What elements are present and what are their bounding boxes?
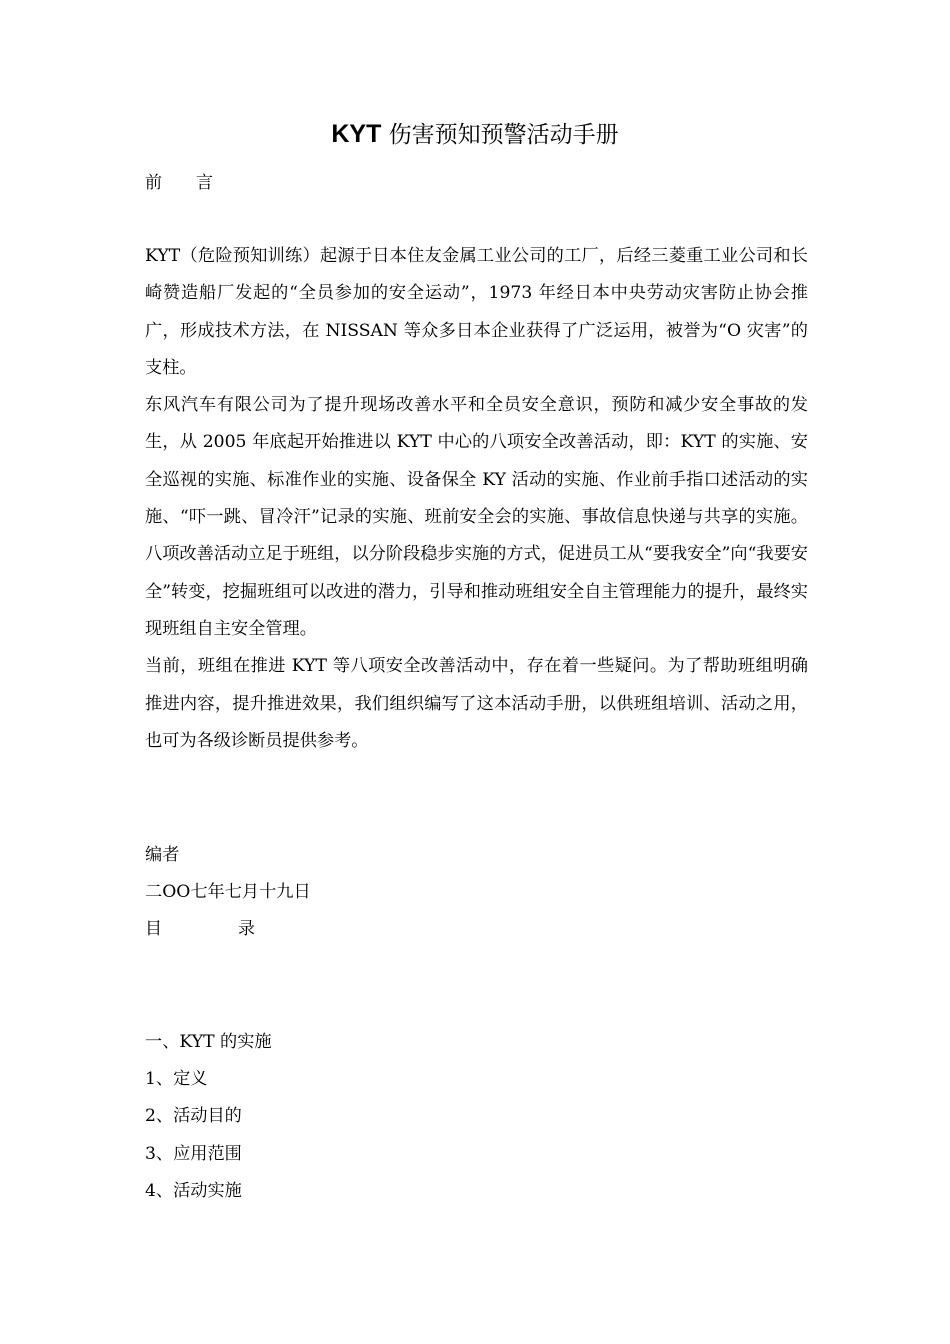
preface-paragraph-3: 当前，班组在推进 KYT 等八项安全改善活动中，存在着一些疑问。为了帮助班组明确推进内容，提升推进效果，我们组织编写了这本活动手册，以供班组培训、活动之用，也可为各级诊断员提供参考。 (145, 656, 808, 751)
toc-item: 1、定义 (145, 1069, 208, 1089)
preface-heading-char-1: 前 (145, 173, 162, 193)
toc-heading-char-1: 目 (145, 919, 162, 939)
toc-item: 4、活动实施 (145, 1181, 242, 1201)
toc-section-1: 一、KYT 的实施 (145, 1032, 272, 1052)
title-latin: KYT (331, 120, 382, 148)
author-line: 编者 (145, 845, 180, 865)
toc-heading (145, 916, 255, 942)
toc-item: 2、活动目的 (145, 1106, 242, 1126)
preface-paragraph-1: KYT（危险预知训练）起源于日本住友金属工业公司的工厂，后经三菱重工业公司和长崎赞造船厂发起的“全员参加的安全运动”，1973 年经日本中央劳动灾害防止协会推广，形成技术方法，在 NISSAN 等众多日本企业获得了广泛运用，被誉为“O 灾害”的支柱。 (145, 246, 808, 378)
preface-body (145, 238, 808, 760)
preface-paragraph-2: 东风汽车有限公司为了提升现场改善水平和全员安全意识，预防和减少安全事故的发生，从 2005 年底起开始推进以 KYT 中心的八项安全改善活动，即：KYT 的实施、安全巡视的实施、标准作业的实施、设备保全 KY 活动的实施、作业前手指口述活动的实施、“吓一跳、冒冷汗”记录的实施、班前安全会的实施、事故信息快递与共享的实施。八项改善活动立足于班组，以分阶段稳步实施的方式，促进员工从“要我安全”向“我要安全”转变，挖掘班组可以改进的潜力，引导和推动班组安全自主管理能力的提升，最终实现班组自主安全管理。 (145, 395, 808, 639)
toc-heading-char-2: 录 (238, 919, 255, 939)
toc-item: 3、应用范围 (145, 1144, 242, 1164)
preface-heading-char-2: 言 (196, 173, 213, 193)
document-title (0, 116, 950, 153)
title-text: 伤害预知预警活动手册 (381, 122, 619, 148)
date-line: 二OO七年七月十九日 (145, 882, 311, 902)
preface-heading (145, 170, 213, 196)
